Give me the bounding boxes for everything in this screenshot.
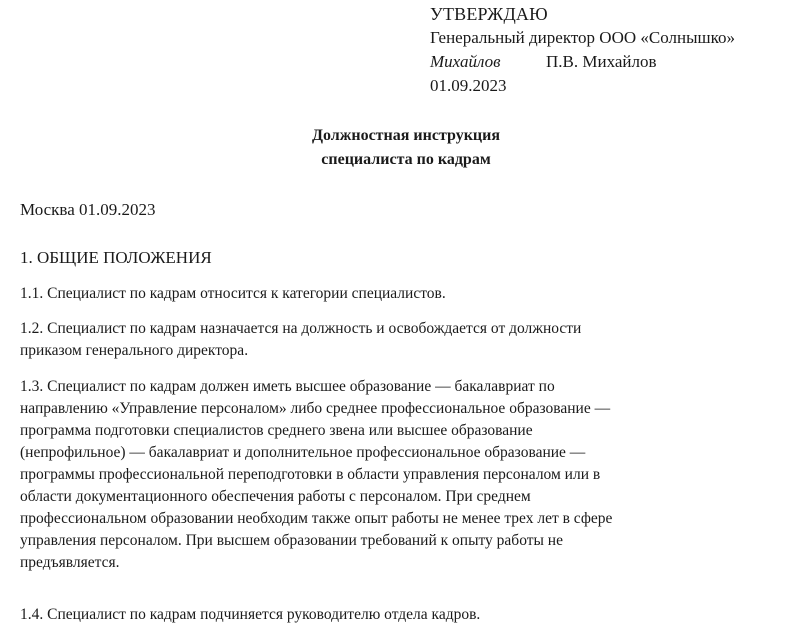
paragraph-line: области документационного обеспечения работы с персоналом. При среднем	[20, 488, 531, 505]
paragraph-line: направлению «Управление персоналом» либо среднее профессиональное образование —	[20, 400, 611, 417]
place-and-date: Москва 01.09.2023	[20, 200, 156, 219]
document-title	[0, 124, 800, 172]
paragraph-1-2	[20, 318, 792, 362]
paragraph-line: 1.3. Специалист по кадрам должен иметь высшее образование — бакалавриат по	[20, 378, 555, 395]
approval-heading: УТВЕРЖДАЮ	[430, 4, 548, 24]
paragraph-line: профессиональном образовании необходим также опыт работы не менее трех лет в сфере	[20, 510, 613, 527]
signature: Михайлов	[430, 52, 501, 71]
paragraph-line: управления персоналом. При высшем образовании требований к опыту работы не	[20, 532, 563, 549]
approval-date: 01.09.2023	[430, 76, 507, 95]
approver-name: П.В. Михайлов	[546, 52, 657, 71]
approval-block	[430, 2, 735, 98]
paragraph-line: приказом генерального директора.	[20, 342, 249, 359]
approval-position: Генеральный директор ООО «Солнышко»	[430, 28, 735, 47]
paragraph-line: предъявляется.	[20, 554, 120, 571]
paragraph-1-4: 1.4. Специалист по кадрам подчиняется руководителю отдела кадров.	[20, 606, 481, 623]
title-line-1: Должностная инструкция	[311, 127, 501, 144]
paragraph-line: программа подготовки специалистов среднего звена или высшее образование	[20, 422, 533, 439]
paragraph-line: (непрофильное) — бакалавриат и дополнительное профессиональное образование —	[20, 444, 586, 461]
paragraph-1-1: 1.1. Специалист по кадрам относится к категории специалистов.	[20, 285, 446, 302]
title-line-2: специалиста по кадрам	[321, 151, 491, 168]
paragraph-line: 1.2. Специалист по кадрам назначается на должность и освобождается от должности	[20, 320, 582, 337]
section-heading: 1. ОБЩИЕ ПОЛОЖЕНИЯ	[20, 248, 212, 267]
paragraph-1-3	[20, 376, 792, 574]
approval-signature-line	[430, 50, 735, 74]
paragraph-line: программы профессиональной переподготовки в области управления персоналом или в	[20, 466, 601, 483]
